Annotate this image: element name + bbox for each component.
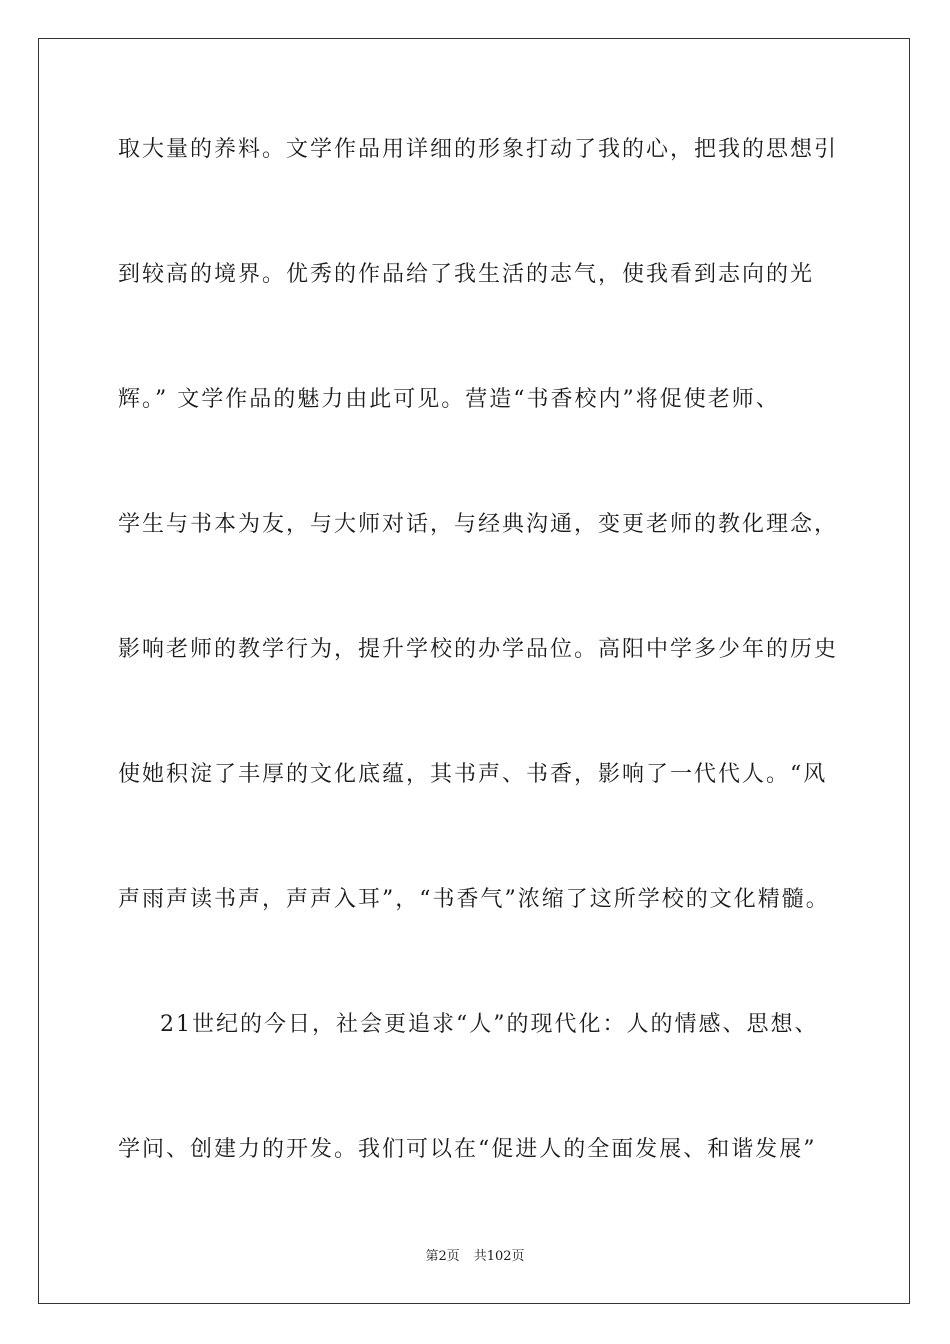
page-border	[38, 38, 910, 1304]
page-footer	[0, 1248, 950, 1266]
paragraph-line: 到较高的境界。优秀的作品给了我生活的志气，使我看到志向的光	[118, 262, 815, 287]
page-number: 第2页	[425, 1249, 460, 1264]
paragraph-line: 学问、创建力的开发。我们可以在“促进人的全面发展、和谐发展”	[118, 1137, 817, 1162]
paragraph-line: 声雨声读书声，声声入耳”，“书香气”浓缩了这所学校的文化精髓。	[118, 887, 830, 912]
paragraph-line: 影响老师的教学行为，提升学校的办学品位。高阳中学多少年的历史	[118, 637, 839, 662]
paragraph-line: 取大量的养料。文学作品用详细的形象打动了我的心，把我的思想引	[118, 137, 839, 162]
paragraph-line: 辉。” 文学作品的魅力由此可见。营造“书香校内”将促使老师、	[118, 387, 780, 412]
page-total: 共102页	[473, 1249, 525, 1264]
paragraph-line: 学生与书本为友，与大师对话，与经典沟通，变更老师的教化理念，	[118, 512, 839, 537]
paragraph-first-line: 21世纪的今日，社会更追求“人”的现代化：人的情感、思想、	[160, 1012, 819, 1037]
paragraph-line: 使她积淀了丰厚的文化底蕴，其书声、书香，影响了一代代人。“风	[118, 762, 828, 787]
